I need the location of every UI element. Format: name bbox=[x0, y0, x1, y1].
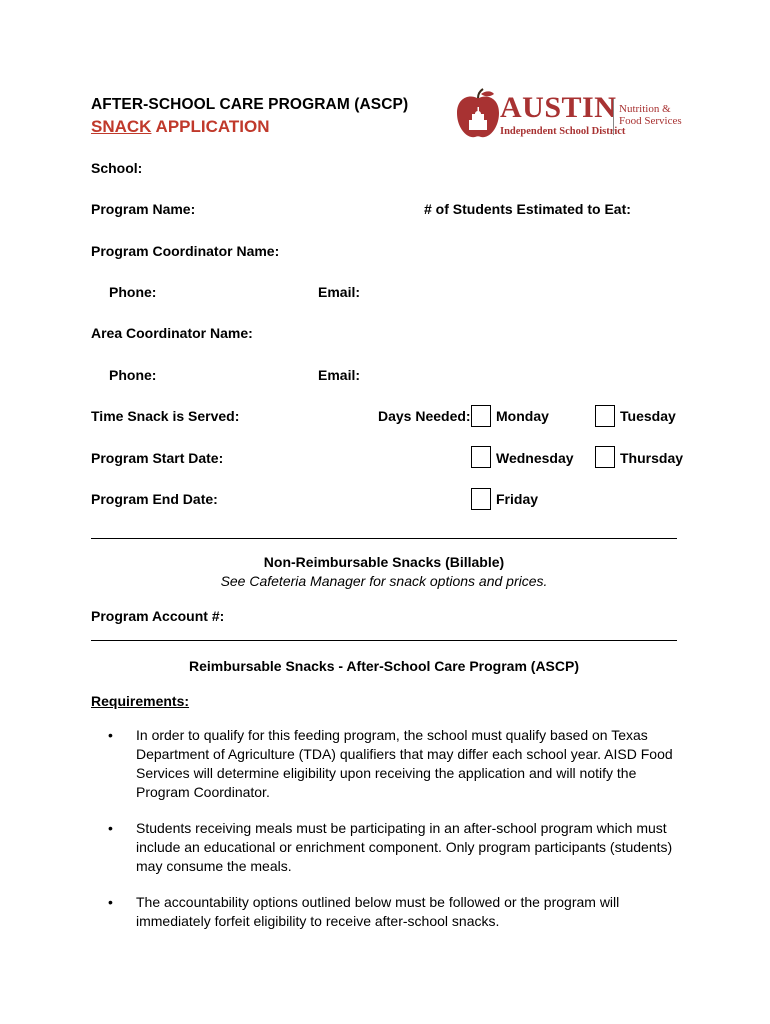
requirement-line: Services will determine eligibility upon receiving the application and will notify the bbox=[136, 765, 637, 781]
requirement-line: Program Coordinator. bbox=[136, 784, 270, 800]
list-item bbox=[91, 726, 691, 802]
non-reimbursable-note: See Cafeteria Manager for snack options and prices. bbox=[220, 573, 548, 589]
snack-word: SNACK bbox=[91, 117, 152, 136]
students-estimated-label: # of Students Estimated to Eat: bbox=[424, 201, 631, 217]
time-snack-label: Time Snack is Served: bbox=[91, 408, 240, 424]
wednesday-label: Wednesday bbox=[496, 450, 574, 466]
section-divider-1 bbox=[91, 538, 677, 539]
thursday-checkbox[interactable] bbox=[595, 446, 615, 468]
requirement-line: In order to qualify for this feeding program, the school must qualify based on Texas bbox=[136, 727, 648, 743]
days-needed-label: Days Needed: bbox=[378, 408, 471, 424]
requirements-list bbox=[91, 726, 691, 948]
school-label: School: bbox=[91, 160, 143, 176]
program-start-label: Program Start Date: bbox=[91, 450, 224, 466]
logo-district: Independent School District bbox=[500, 126, 626, 137]
bullet-icon: • bbox=[108, 727, 113, 743]
pc-phone-label: Phone: bbox=[109, 284, 157, 300]
bullet-icon: • bbox=[108, 820, 113, 836]
thursday-label: Thursday bbox=[620, 450, 684, 466]
program-end-label: Program End Date: bbox=[91, 491, 218, 507]
ac-email-label: Email: bbox=[318, 367, 361, 383]
list-item bbox=[91, 893, 691, 931]
tuesday-checkbox[interactable] bbox=[595, 405, 615, 427]
requirement-line: may consume the meals. bbox=[136, 858, 292, 874]
area-coordinator-label: Area Coordinator Name: bbox=[91, 325, 253, 341]
friday-checkbox[interactable] bbox=[471, 488, 491, 510]
list-item bbox=[91, 819, 691, 876]
application-word: APPLICATION bbox=[151, 117, 270, 136]
program-name-label: Program Name: bbox=[91, 201, 196, 217]
ac-phone-label: Phone: bbox=[109, 367, 157, 383]
monday-checkbox[interactable] bbox=[471, 405, 491, 427]
pc-email-label: Email: bbox=[318, 284, 361, 300]
reimbursable-heading: Reimbursable Snacks - After-School Care Program (ASCP) bbox=[188, 658, 580, 674]
requirement-line: Department of Agriculture (TDA) qualifiers that may differ each school year. AISD Food bbox=[136, 746, 673, 762]
logo-dept-line2: Food Services bbox=[619, 115, 682, 127]
program-coordinator-label: Program Coordinator Name: bbox=[91, 243, 280, 259]
monday-label: Monday bbox=[496, 408, 549, 424]
tuesday-label: Tuesday bbox=[620, 408, 676, 424]
requirement-line: The accountability options outlined below must be followed or the program will bbox=[136, 894, 620, 910]
section-divider-2 bbox=[91, 640, 677, 641]
logo-divider bbox=[613, 99, 614, 135]
friday-label: Friday bbox=[496, 491, 539, 507]
requirements-label: Requirements: bbox=[91, 693, 190, 709]
form-title: AFTER-SCHOOL CARE PROGRAM (ASCP) bbox=[91, 96, 409, 113]
wednesday-checkbox[interactable] bbox=[471, 446, 491, 468]
requirement-line: Students receiving meals must be participating in an after-school program which must bbox=[136, 820, 667, 836]
logo-dept-line1: Nutrition & bbox=[619, 103, 671, 115]
logo-name: AUSTIN bbox=[500, 91, 617, 124]
program-account-label: Program Account #: bbox=[91, 608, 225, 624]
bullet-icon: • bbox=[108, 894, 113, 910]
form-subtitle bbox=[91, 117, 270, 137]
requirement-line: include an educational or enrichment component. Only program participants (students) bbox=[136, 839, 673, 855]
requirement-line: immediately forfeit eligibility to receive after-school snacks. bbox=[136, 913, 500, 929]
non-reimbursable-heading: Non-Reimbursable Snacks (Billable) bbox=[263, 554, 505, 570]
